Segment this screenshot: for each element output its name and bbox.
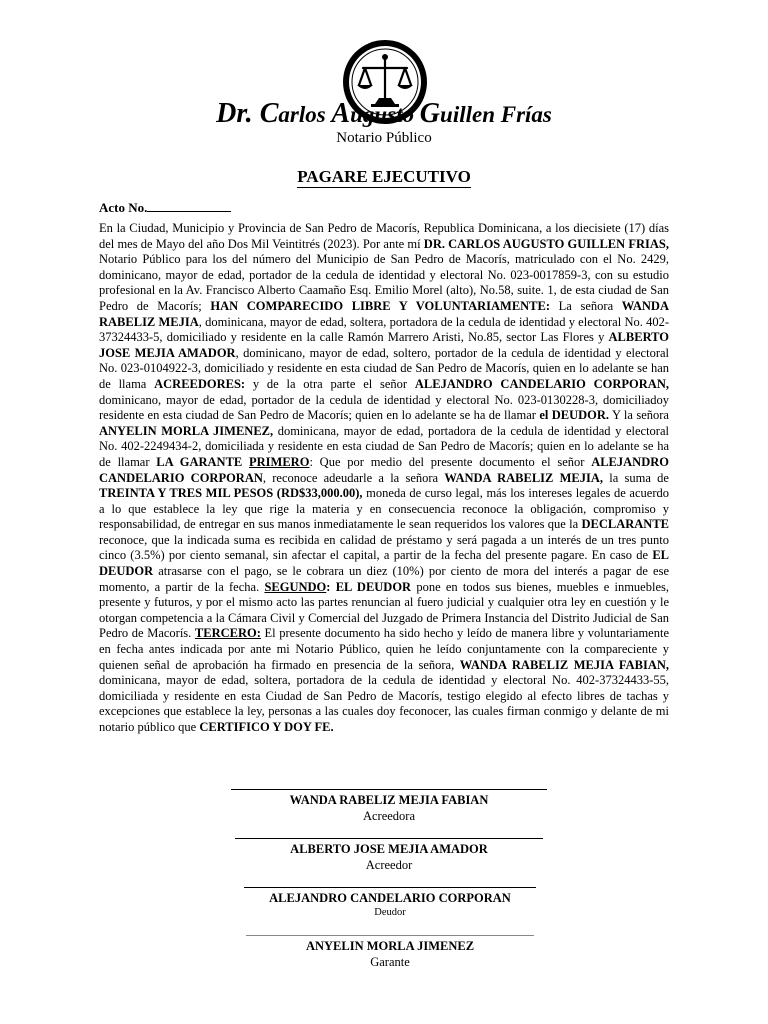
notary-name-part: ugusto: [350, 102, 420, 127]
body-run: EL DEUDOR: [335, 579, 412, 594]
body-run: TREINTA Y TRES MIL PESOS (RD$33,000.00),: [99, 486, 363, 501]
signature-line: [231, 789, 547, 790]
body-run: HAN COMPARECIDO LIBRE Y VOLUNTARIAMENTE:: [210, 298, 551, 313]
body-run: dominicana, mayor de edad, soltera, portadora de la cedula de identidad y electoral No. 402-37324433-55, domiciliada y residente en esta Ciudad de San Pedro de Macorís, testigo elegido al efecto libres de tachas y excepciones que establece la ley, personas a las cuales doy feconocer, las cuales firman conmigo y delante de mi notario público que: [99, 673, 669, 734]
body-run: ANYELIN MORLA JIMENEZ,: [99, 423, 274, 438]
body-run: y de la otra parte el señor: [245, 376, 415, 391]
body-run: la suma de: [603, 470, 669, 485]
body-run: El presente documento ha sido hecho y leído de manera libre y voluntariamente en fecha antes indicada por ante mi Notario Público, quien he leído conjuntamente con la compareciente y quienen señal de aprobación ha firmado en presencia de la señora,: [99, 626, 669, 672]
body-run: dominicano, mayor de edad, portador de la cedula de identidad y electoral No. 023-0130228-3, domiciliadoy residente en esta ciudad de San Pedro de Macorís; quien en lo adelante se ha de llamar: [99, 392, 669, 423]
signer-name: ALBERTO JOSE MEJIA AMADOR: [290, 842, 488, 856]
body-run: , dominicano, mayor de edad, soltero, portador de la cedula de identidad y electoral No. 023-0104922-3, domiciliado y residente en esta ciudad de San Pedro de Macorís, quien en lo adelante se han de llama: [99, 345, 669, 391]
signature-block-1: [231, 789, 547, 824]
acto-number: [99, 200, 231, 216]
body-run: SEGUNDO: [264, 579, 327, 594]
document-body: [99, 221, 669, 736]
notary-name-part: C: [259, 98, 279, 129]
body-run: WANDA RABELIZ MEJIA: [99, 298, 669, 329]
acto-label: Acto No.: [99, 200, 148, 215]
body-run: PRIMERO: [249, 454, 310, 469]
signer-role: Acreedor: [365, 858, 413, 872]
signature-block-2: [235, 838, 543, 873]
signature-line: [235, 838, 543, 839]
body-run: ACREEDORES:: [154, 376, 246, 391]
notary-name: [0, 98, 768, 130]
body-run: LA GARANTE: [156, 454, 250, 469]
body-run: Notario Público para los del número del Municipio de San Pedro de Macorís, matriculado con el No. 2429, dominicano, mayor de edad, portador de la cedula de identidad y electoral No. 023-0017859-3, con su estudio profesional en la Av. Francisco Alberto Caamaño Esq. Emilio Morel (alto), No.58, suite. 1, de esta ciudad de San Pedro de Macorís;: [99, 252, 669, 313]
body-run: dominicana, mayor de edad, portadora de la cedula de identidad y electoral No. 402-2249434-2, domiciliada y residente en esta ciudad de San Pedro de Macorís; quien en lo adelante se ha de llamar: [99, 423, 669, 469]
signer-name: ALEJANDRO CANDELARIO CORPORAN: [269, 891, 511, 905]
body-run: ALBERTO JOSE MEJIA AMADOR: [99, 330, 669, 360]
notary-name-part: arlos: [278, 102, 332, 127]
body-run: La señora: [550, 298, 622, 313]
body-run: moneda de curso legal, más los intereses legales de acuerdo a lo que establece la ley que rige la materia y en consecuencia reconoce la obligación, compromiso y responsabilidad, de entregar en sus manos inmediatamente le sean requeridos los valores que la: [99, 486, 669, 532]
body-run: , dominicana, mayor de edad, soltera, portadora de la cedula de identidad y electoral No. 402-37324433-5, domiciliado y residente en la calle Ramón Marrero Aristi, No.85, sector Las Flores y: [99, 314, 669, 345]
body-run: Y la señora: [609, 408, 669, 423]
body-run: En la Ciudad, Municipio y Provincia de San Pedro de Macorís, Republica Dominicana, a los diecisiete (17) días del mes de Mayo del año Dos Mil Veintitrés (2023). Por ante mí: [99, 221, 669, 251]
body-run: EL DEUDOR: [99, 548, 669, 579]
body-run: WANDA RABELIZ MEJIA,: [444, 470, 604, 485]
body-run: :: [326, 579, 336, 594]
signature-line: [246, 935, 534, 936]
body-run: CERTIFICO Y DOY FE.: [199, 720, 334, 734]
notary-name-part: A: [331, 98, 351, 129]
document-title-text: PAGARE EJECUTIVO: [297, 167, 471, 186]
signer-name: ANYELIN MORLA JIMENEZ: [305, 939, 475, 953]
body-run: ALEJANDRO CANDELARIO CORPORAN,: [414, 376, 669, 391]
notary-name-part: Dr.: [216, 98, 260, 129]
notary-name-part: uillen Frías: [440, 102, 552, 127]
body-run: atrasarse con el pago, se le cobrara un diez (10%) por ciento de mora del interés a pagar de ese momento, a partir de la fecha.: [99, 564, 669, 594]
body-run: reconoce, que la indicada suma es recibida en calidad de préstamo y será pagada a un interés de un tres punto cinco (3.5%) por ciento semanal, sin afectar el capital, a partir de la fecha del presente pagare. En caso de: [99, 532, 669, 563]
notary-name-part: G: [419, 98, 441, 129]
body-run: TERCERO:: [194, 626, 261, 641]
signature-block-4: [246, 935, 534, 970]
document-title: [0, 167, 768, 187]
acto-blank-line: [147, 200, 231, 212]
body-run: el DEUDOR.: [539, 408, 610, 423]
signature-block-3: [244, 887, 536, 918]
body-run: ALEJANDRO CANDELARIO CORPORAN: [99, 454, 669, 485]
body-run: , reconoce adeudarle a la señora: [262, 470, 445, 485]
signer-role: Garante: [370, 955, 410, 969]
signer-role: Acreedora: [362, 809, 416, 823]
body-run: : Que por medio del presente documento el señor: [309, 454, 592, 469]
body-run: WANDA RABELIZ MEJIA FABIAN,: [459, 657, 669, 672]
body-run: DECLARANTE: [581, 517, 669, 532]
body-run: pone en todos sus bienes, muebles e inmuebles, presente y futuros, y por el mismo acto las partes renuncian al fuero judicial y cualquier otra ley en cuestión y le otorgan competencia a la Cámara Civil y Comercial del Juzgado de Primera Instancia del Distrito Judicial de San Pedro de Macorís.: [99, 579, 669, 641]
notary-subtitle: Notario Público: [336, 130, 432, 146]
signature-line: [244, 887, 536, 888]
body-run: DR. CARLOS AUGUSTO GUILLEN FRIAS,: [423, 236, 669, 251]
signer-name: WANDA RABELIZ MEJIA FABIAN: [289, 793, 489, 807]
signer-role: Deudor: [374, 907, 406, 918]
